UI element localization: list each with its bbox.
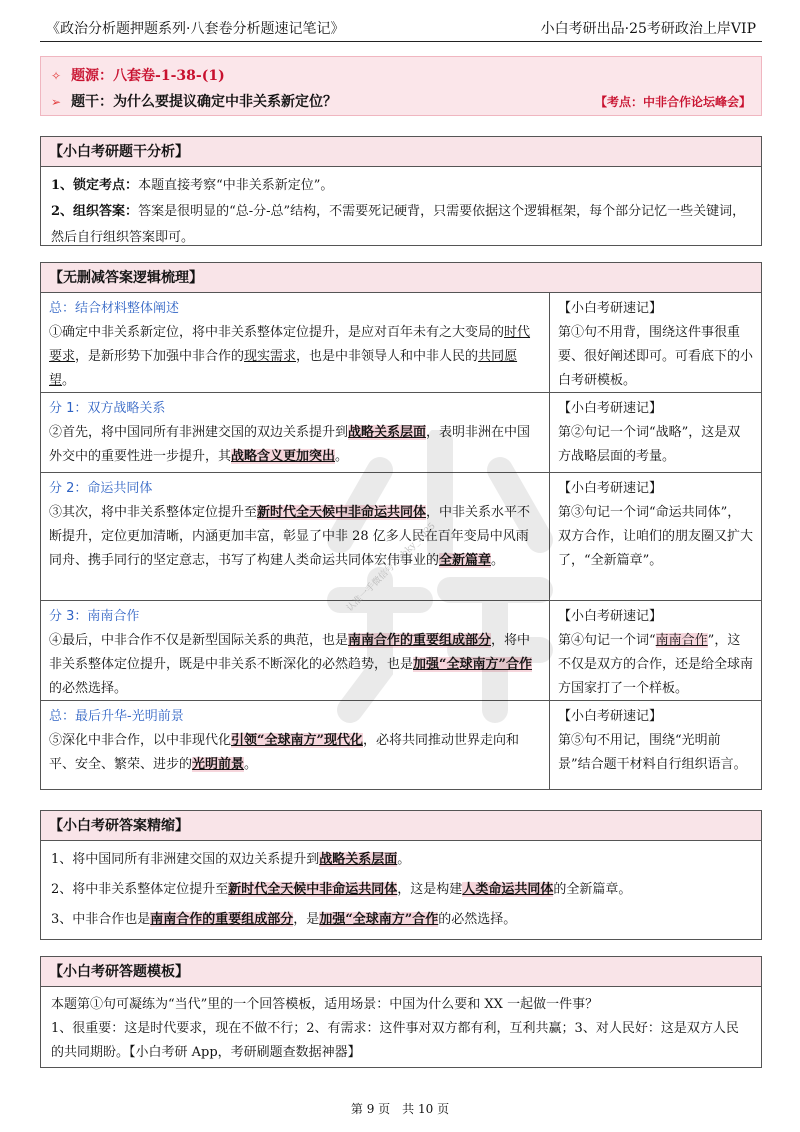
summary-line: 2、将中非关系整体定位提升至新时代全天候中非命运共同体，这是构建人类命运共同体的全新篇章。 <box>51 882 632 897</box>
template-title: 【小白考研答题模板】 <box>41 957 761 987</box>
summary-body <box>41 841 761 941</box>
analysis-title: 【小白考研题干分析】 <box>41 137 761 167</box>
part-text: ⑤深化中非合作，以中非现代化引领“全球南方”现代化，必将共同推动世界走向和平、安全、繁荣、进步的光明前景。 <box>49 733 519 772</box>
logic-main-cell <box>41 473 549 577</box>
template-section <box>40 956 762 1068</box>
stem-text: 为什么要提议确定中非关系新定位？ <box>113 94 338 110</box>
logic-main-cell <box>41 293 549 397</box>
memo-text: 第②句记一个词“战略”，这是双方战略层面的考量。 <box>558 425 741 464</box>
logic-table <box>41 293 761 790</box>
memo-head: 【小白考研速记】 <box>558 609 663 624</box>
logic-main-cell <box>41 701 549 781</box>
logic-row <box>41 701 761 790</box>
memo-head: 【小白考研速记】 <box>558 481 663 496</box>
memo-cell <box>550 293 761 397</box>
arrow-bullet-icon: ➢ <box>51 95 62 109</box>
header-publisher: 小白考研出品·25考研政治上岸VIP <box>540 21 756 37</box>
analysis-item: 1、锁定考点：本题直接考察“中非关系新定位”。 <box>51 178 334 193</box>
summary-line: 3、中非合作也是南南合作的重要组成部分，是加强“全球南方”合作的必然选择。 <box>51 912 517 927</box>
logic-section <box>40 262 762 790</box>
memo-cell <box>550 601 761 705</box>
summary-line: 1、将中国同所有非洲建交国的双边关系提升到战略关系层面。 <box>51 852 411 867</box>
diamond-bullet-icon: ✧ <box>51 69 62 83</box>
memo-head: 【小白考研速记】 <box>558 301 663 316</box>
memo-text: 第①句不用背，围绕这件事很重要、很好阐述即可。可看底下的小白考研模板。 <box>558 325 754 388</box>
memo-text: 第⑤句不用记，围绕“光明前景”结合题干材料自行组织语言。 <box>558 733 747 772</box>
logic-main-cell <box>41 393 549 473</box>
question-stem-line <box>51 91 337 111</box>
memo-cell <box>550 473 761 577</box>
logic-row <box>41 293 761 393</box>
analysis-section <box>40 136 762 246</box>
part-text: ③其次，将中非关系整体定位提升至新时代全天候中非命运共同体，中非关系水平不断提升，定位更加清晰，内涵更加丰富，彰显了中非 28 亿多人民在百年变局中风雨同舟、携手同行的坚定意志，书写了构建人类命运共同体宏伟事业的全新篇章。 <box>49 505 531 568</box>
analysis-body <box>41 167 761 257</box>
template-line: 本题第①句可凝练为“当代”里的一个回答模板，适用场景：中国为什么要和 XX 一起做一件事？ <box>51 997 599 1012</box>
memo-head: 【小白考研速记】 <box>558 401 663 416</box>
question-source-line <box>51 65 225 85</box>
template-body <box>41 987 761 1071</box>
part-title: 分 3：南南合作 <box>49 609 140 624</box>
part-text: ①确定中非关系新定位，将中非关系整体定位提升，是应对百年未有之大变局的时代要求，是新形势下加强中非合作的现实需求，也是中非领导人和中非人民的共同愿望。 <box>49 325 531 388</box>
part-title: 总：最后升华-光明前景 <box>49 709 184 724</box>
source-value: 八套卷-1-38-(1) <box>113 68 225 84</box>
part-text: ④最后，中非合作不仅是新型国际关系的典范，也是南南合作的重要组成部分，将中非关系整体定位提升，既是中非关系不断深化的必然趋势，也是加强“全球南方”合作的必然选择。 <box>49 633 532 696</box>
kaodian-tag: 【考点：中非合作论坛峰会】 <box>594 95 751 109</box>
memo-text: 第④句记一个词“南南合作”，这不仅是双方的合作，还是给全球南方国家打了一个样板。 <box>558 633 754 696</box>
logic-row <box>41 473 761 601</box>
memo-text: 第③句记一个词“命运共同体”，双方合作，让咱们的朋友圈又扩大了，“全新篇章”。 <box>558 505 754 568</box>
page-header <box>40 12 762 42</box>
logic-row <box>41 393 761 473</box>
logic-title: 【无删减答案逻辑梳理】 <box>41 263 761 293</box>
logic-main-cell <box>41 601 549 705</box>
part-text: ②首先，将中国同所有非洲建交国的双边关系提升到战略关系层面，表明非洲在中国外交中的重要性进一步提升，其战略含义更加突出。 <box>49 425 531 464</box>
memo-cell <box>550 393 761 473</box>
part-title: 分 1：双方战略关系 <box>49 401 166 416</box>
part-title: 总：结合材料整体阐述 <box>49 301 180 316</box>
analysis-item: 2、组织答案：答案是很明显的“总-分-总”结构，不需要死记硬背，只需要依据这个逻辑框架，每个部分记忆一些关键词，然后自行组织答案即可。 <box>51 204 746 245</box>
template-line: 1、很重要：这是时代要求，现在不做不行；2、有需求：这件事对双方都有利，互利共赢；3、对人民好：这是双方人民的共同期盼。【小白考研 App，考研刷题查数据神器】 <box>51 1021 739 1060</box>
memo-cell <box>550 701 761 781</box>
watermark-text: 认准一手微信号：xbky_2025 <box>345 521 438 614</box>
summary-section <box>40 810 762 940</box>
stem-label: 题干： <box>71 94 114 110</box>
memo-head: 【小白考研速记】 <box>558 709 663 724</box>
header-series-title: 《政治分析题押题系列·八套卷分析题速记笔记》 <box>46 21 345 37</box>
logic-row <box>41 601 761 701</box>
summary-title: 【小白考研答案精缩】 <box>41 811 761 841</box>
part-title: 分 2：命运共同体 <box>49 481 153 496</box>
source-label: 题源： <box>71 68 114 84</box>
page-number: 第 9 页 共 10 页 <box>350 1102 450 1116</box>
question-box <box>40 56 762 116</box>
